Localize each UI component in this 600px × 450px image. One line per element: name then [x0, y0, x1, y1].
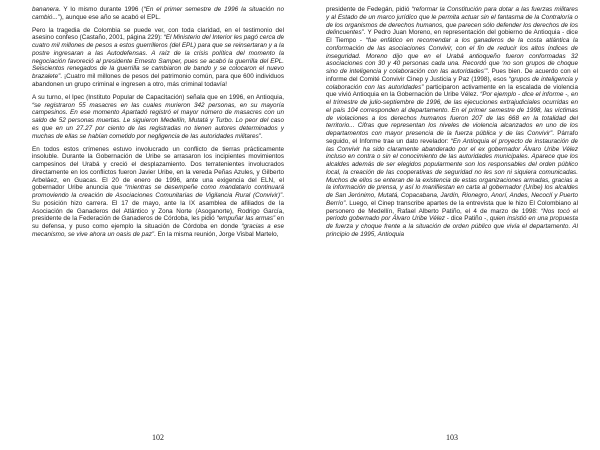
paragraph: [32, 146, 284, 239]
page-number-right: 103: [446, 433, 458, 442]
quoted-text: “El Ministerio del Interior les pagó cerca de cuatro mil millones de pesos a estos guerrilleros (del EPL) para que se reinsertaran y a la postre ingresaran a las Autodefensas. A raíz de la crisis política del momento la negociación favoreció al presidente Ernesto Samper, pues se acabó la guerrilla del EPL. Seiscientos renegados de la guerrilla se cambiaron de bando y se colocaron el nuevo brazalete”: [32, 34, 284, 81]
quoted-text: “mientras se desempeñe como mandatario continuará promoviendo la creación de Asociaciones Comunitarias de Vigilancia Rural (Convivir)”: [32, 184, 284, 200]
text-run: .: [260, 132, 263, 140]
text-run: . Y Pedro Juan Moreno, en representación del gobierno de Antioquia - dice El Tiempo -: [326, 29, 578, 44]
quoted-text: quien insistió en una propuesta de fuerza y choque frente a la situación de orden público que vivía el departamento. Al principio de 1995, Antioquia: [326, 215, 578, 238]
left-page-body: [32, 6, 284, 239]
left-page: [32, 6, 284, 446]
right-page: [326, 6, 578, 446]
text-run: . Su posición hizo carrera. El 17 de mayo, ante la IX asamblea de afiliados de la Asociación de Ganaderos del Atlántico y Zona Norte (Asoganorte), Rodrigo García, presidente de la Federación de Ganaderos de Córdoba, les pidió: [32, 192, 284, 223]
quoted-text: “empuñar las armas”: [216, 215, 276, 223]
right-page-body: [326, 6, 578, 239]
text-run: - dice Patiño -,: [444, 215, 490, 223]
text-run: En todos estos crímenes estuvo involucrado un conflicto de tierras prácticamente insoluble. Durante la Gobernación de Uribe se arrasaron los incipientes movimientos campesinos del Urabá y creció el desplazamiento. Dos terratenientes involucrados directamente en los conflictos fueron Javier Uribe, en la vereda Peñas Azules, y Gilberto Arbeláez, en Guacas. El 20 de enero de 1996, ante una exigencia del ELN, el gobernador Uribe anuncia que: [32, 145, 284, 192]
quoted-text: “fue enfático en recomendar a los ganaderos de la costa atlántica la conformación de las asociaciones Convivir, con el fin de reducir los altos índices de inseguridad. Moreno dijo que en el Urabá antioqueño fueron conformadas 32 asociaciones con 30 y 40 personas cada una. Recordó que ‘no son grupos de choque sino de inteligencia y colaboración con las autoridades’”: [326, 37, 578, 75]
quoted-text: “Nos tocó el periodo gobernado por Álvaro Uribe Vélez: [326, 207, 578, 223]
quoted-text: “se registraron 55 masacres en las cuales murieron 342 personas, en su mayoría campesinos. En ese momento Apartadó registró el mayor número de masacres con un saldo de 52 personas muertas. Le siguieron Medellín, Mutatá y Turbo. Lo peor del caso es que en un 27.27 por ciento de las registradas no tienen autores determinados y muchas de ellas se habían cometido por negligencia de las autoridades militares”: [32, 101, 284, 140]
text-run: participaron activamente en la escalada de violencia que vivió Antioquia en la Gobernación de Uribe Vélez.: [326, 83, 578, 99]
text-run: Pero la tragedia de Colombia se puede ver, con toda claridad, en el testimonio del asesino confeso (Castaño, 2001, página 229):: [32, 26, 284, 42]
paragraph: [326, 6, 578, 239]
quoted-text: “grupos de inteligencia y colaboración con las autoridades”: [326, 75, 578, 91]
page-number-left: 102: [152, 433, 164, 442]
text-run: . En la misma reunión, Jorge Visbal Martelo,: [154, 230, 279, 238]
quoted-text: “En Antioquia el proyecto de instauración de las Convivir ha sido claramente abanderado por el ex gobernador Álvaro Uribe Vélez incluso en contra o sin el conocimiento de las autoridades municipales. Aparece que los alcaldes además de ser elegidos popularmente son los responsables del orden público local, la creación de las cooperativas de seguridad no les son ni siquiera comunicadas. Muchos de ellos se enteran de la existencia de estas organizaciones armadas, gracias a la información de prensa, y así lo manifiestan en carta al gobernador (Uribe) los alcaldes de San Jerónimo, Mutatá, Copacabana, Jardín, Rionegro, Anorí, Andes, Necoclí y Puerto Berrío”: [326, 137, 578, 207]
text-run: presidente de Fedegán, pidió: [326, 6, 412, 13]
paragraph: [32, 94, 284, 141]
text-run: en su defensa, y puso como ejemplo la situación de Córdoba en donde: [32, 215, 284, 231]
text-run: A su turno, el Ipec (Instituto Popular de Capacitación) señala que en 1996, en Antioquia,: [32, 93, 284, 101]
quoted-text: “En el primer semestre de 1996 la situación no cambió...”: [32, 6, 284, 21]
text-run: . Y lo mismo durante 1996 (: [58, 6, 144, 13]
paragraph: [32, 27, 284, 89]
quoted-text: bananera: [32, 6, 59, 13]
text-run: . Pues bien. De acuerdo con el informe del Comité Convivir Cinep y Justicia y Paz (1998), esos: [326, 68, 578, 83]
text-run: . Párrafo seguido, el Informe trae un dato revelador:: [326, 130, 578, 145]
text-run: . Luego, el Cinep transcribe apartes de la entrevista que le hizo El Colombiano al personero de Medellín, Rafael Alberto Patiño, el 4 de marzo de 1998:: [326, 199, 578, 215]
quoted-text: “gracias a ese mecanismo, se vive ahora un oasis de paz”: [32, 223, 284, 238]
text-run: . ¡Cuatro mil millones de pesos del patrimonio común, para que 600 individuos abandonen un grupo criminal e ingresen a otro, más criminal todavía!: [32, 73, 284, 88]
paragraph: [32, 6, 284, 22]
quoted-text: “Por ejemplo - dice el informe -, en el trimestre de julio-septiembre de 1996, de las ejecuciones extrajudiciales ocurridas en el país 104 corresponden al departamento. En el primer semestre de 1998, las víctimas de violaciones a los derechos humanos fueron 207 de las 668 en la totalidad del territorio... Cifras que representan los niveles de violencia alcanzados en uno de los departamentos con mayor presencia de la fuerza pública y de las Convivir”: [326, 91, 578, 137]
quoted-text: “reformar la Constitución para dotar a las fuerzas militares y al Estado de un marco jurídico que le permita actuar sin el fantasma de la Contraloría o de los organismos de derechos humanos, que parecen sólo defender los derechos de los delincuentes”: [326, 6, 578, 37]
text-run: ), aunque ese año se acabó el EPL.: [59, 13, 161, 21]
